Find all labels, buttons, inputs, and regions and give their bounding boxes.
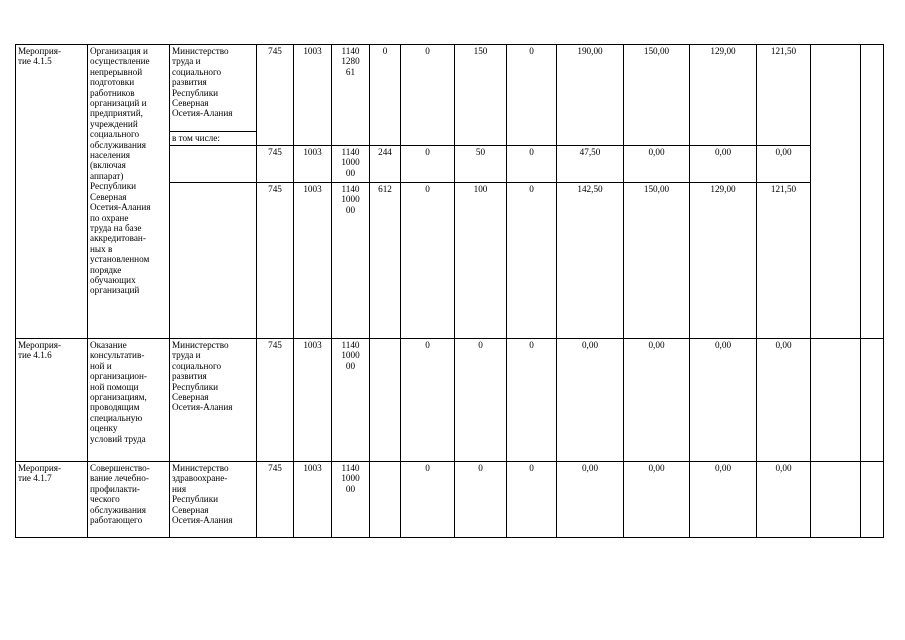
value-cell: 129,00	[690, 45, 757, 146]
value-cell: 0,00	[757, 339, 811, 462]
grbs-cell: 745	[257, 146, 294, 183]
executor-cell: Министерство труда и социального развития Республики Северная Осетия-Алания	[170, 339, 257, 462]
measure-id-cell: Мероприя- тие 4.1.5	[16, 45, 88, 339]
empty-cell	[811, 45, 861, 339]
vr-cell: 244	[370, 146, 401, 183]
empty-cell	[861, 462, 884, 538]
value-cell: 0	[507, 146, 557, 183]
value-cell: 121,50	[757, 45, 811, 146]
grbs-cell: 745	[257, 183, 294, 339]
measure-name-cell: Совершенство- вание лечебно- профилакти- ческого обслуживания работающего	[88, 462, 170, 538]
executor-cell	[170, 183, 257, 339]
csr-cell: 1140 1000 00	[332, 183, 370, 339]
executor-cell	[170, 146, 257, 183]
rzpr-cell: 1003	[294, 339, 332, 462]
csr-cell: 1140 1000 00	[332, 339, 370, 462]
value-cell: 190,00	[557, 45, 624, 146]
empty-cell	[811, 339, 861, 462]
empty-cell	[861, 339, 884, 462]
vr-cell	[370, 462, 401, 538]
value-cell: 0,00	[557, 462, 624, 538]
value-cell: 0,00	[757, 462, 811, 538]
rzpr-cell: 1003	[294, 146, 332, 183]
value-cell: 0	[401, 146, 455, 183]
measure-name-cell: Оказание консультатив- ной и организацион- ной помощи организациям, проводящим специальную оценку условий труда	[88, 339, 170, 462]
value-cell: 47,50	[557, 146, 624, 183]
value-cell: 0	[507, 462, 557, 538]
grbs-cell: 745	[257, 339, 294, 462]
value-cell: 121,50	[757, 183, 811, 339]
value-cell: 150	[455, 45, 507, 146]
vr-cell: 0	[370, 45, 401, 146]
rzpr-cell: 1003	[294, 462, 332, 538]
value-cell: 142,50	[557, 183, 624, 339]
empty-cell	[811, 462, 861, 538]
vr-cell: 612	[370, 183, 401, 339]
value-cell: 0,00	[624, 146, 690, 183]
value-cell: 0,00	[757, 146, 811, 183]
program-table	[15, 44, 884, 538]
value-cell: 0	[401, 339, 455, 462]
grbs-cell: 745	[257, 45, 294, 146]
table-row	[16, 45, 884, 132]
csr-cell: 1140 1280 61	[332, 45, 370, 146]
rzpr-cell: 1003	[294, 183, 332, 339]
empty-cell	[861, 45, 884, 339]
value-cell: 150,00	[624, 183, 690, 339]
vr-cell	[370, 339, 401, 462]
measure-name-cell: Организация и осуществление непрерывной подготовки работников организаций и предприятий, учреждений социального обслуживания населения (включая аппарат) Республики Северная Осетия-Алания по охране труда на базе аккредитован- ных в установленном порядке обучающих организаций	[88, 45, 170, 339]
value-cell: 0	[401, 45, 455, 146]
executor-note-cell: в том числе:	[170, 132, 257, 146]
value-cell: 0,00	[624, 339, 690, 462]
value-cell: 0	[507, 183, 557, 339]
value-cell: 0,00	[690, 339, 757, 462]
value-cell: 0	[507, 45, 557, 146]
value-cell: 0	[455, 339, 507, 462]
value-cell: 129,00	[690, 183, 757, 339]
grbs-cell: 745	[257, 462, 294, 538]
csr-cell: 1140 1000 00	[332, 462, 370, 538]
table-row	[16, 462, 884, 538]
value-cell: 0	[401, 183, 455, 339]
value-cell: 50	[455, 146, 507, 183]
value-cell: 0,00	[624, 462, 690, 538]
value-cell: 0,00	[557, 339, 624, 462]
table-row	[16, 339, 884, 462]
csr-cell: 1140 1000 00	[332, 146, 370, 183]
value-cell: 0	[455, 462, 507, 538]
rzpr-cell: 1003	[294, 45, 332, 146]
value-cell: 0	[507, 339, 557, 462]
executor-cell: Министерство здравоохране- ния Республики Северная Осетия-Алания	[170, 462, 257, 538]
executor-cell: Министерство труда и социального развития Республики Северная Осетия-Алания	[170, 45, 257, 132]
value-cell: 150,00	[624, 45, 690, 146]
value-cell: 0,00	[690, 462, 757, 538]
value-cell: 100	[455, 183, 507, 339]
value-cell: 0,00	[690, 146, 757, 183]
value-cell: 0	[401, 462, 455, 538]
measure-id-cell: Мероприя- тие 4.1.6	[16, 339, 88, 462]
measure-id-cell: Мероприя- тие 4.1.7	[16, 462, 88, 538]
